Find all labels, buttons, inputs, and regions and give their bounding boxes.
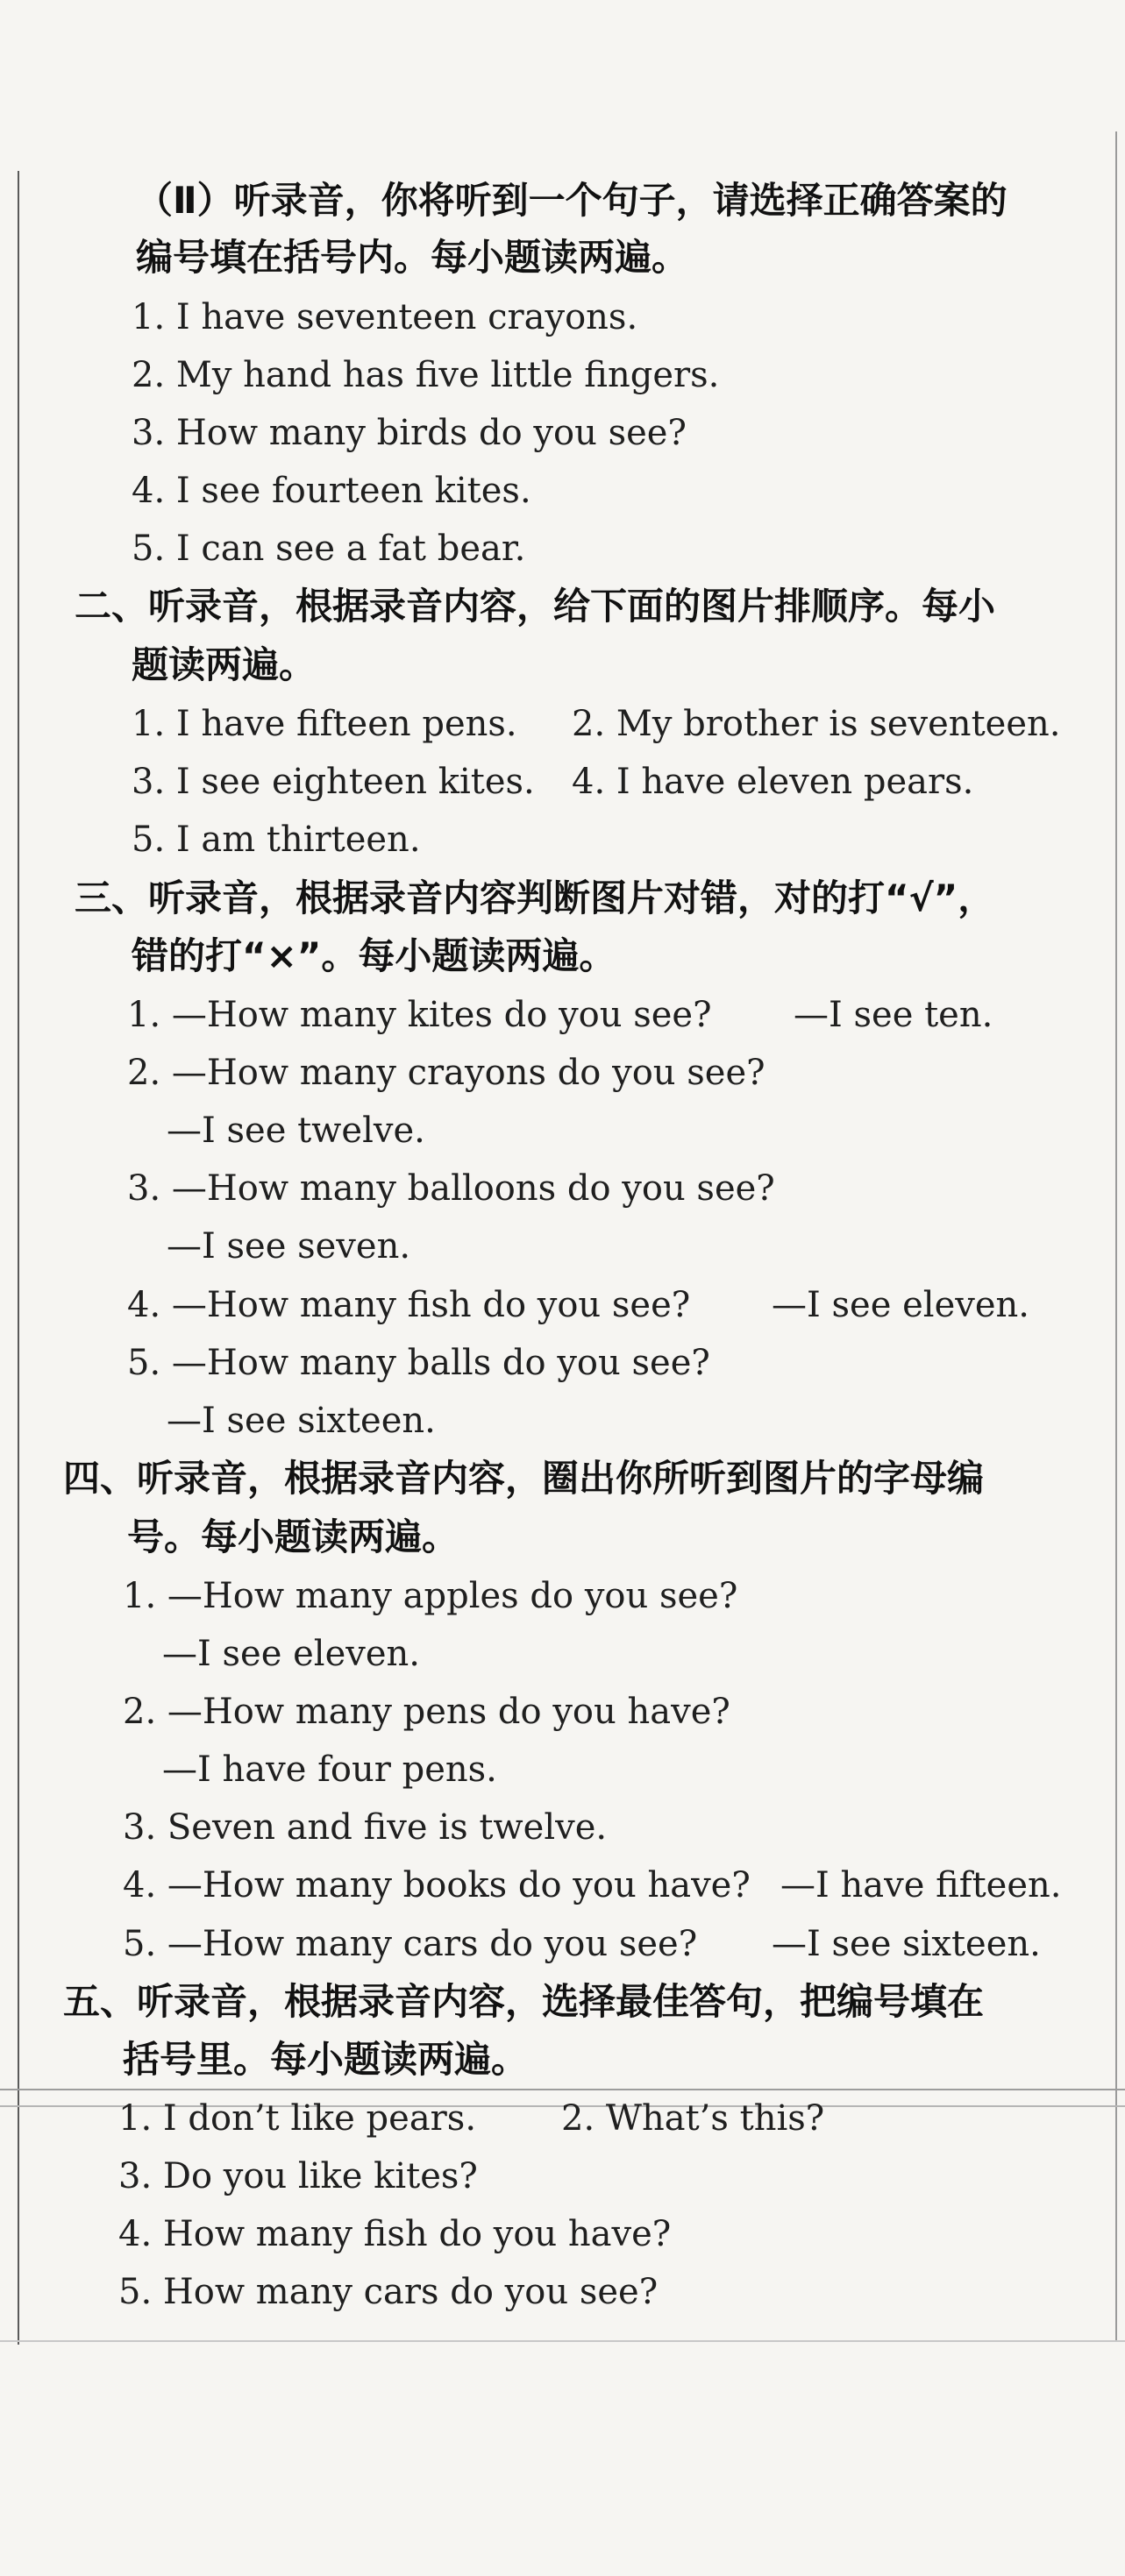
list-item: 4. I have eleven pears. [572, 762, 974, 802]
section-3-heading-line-1: 三、听录音，根据录音内容判断图片对错，对的打“√”， [75, 876, 995, 919]
list-item: 5. —How many balls do you see? [127, 1343, 710, 1383]
list-item: 4. —How many books do you have? [123, 1865, 751, 1905]
list-item: 1. I have seventeen crayons. [132, 297, 638, 337]
list-item: —I see eleven. [772, 1285, 1029, 1325]
list-item: —I see sixteen. [167, 1401, 436, 1441]
left-margin-rule [18, 171, 19, 2345]
section-2b-heading-line-1: （Ⅱ）听录音，你将听到一个句子，请选择正确答案的 [136, 179, 1008, 222]
list-item: 3. Do you like kites? [118, 2156, 478, 2196]
list-item: 5. How many cars do you see? [118, 2272, 659, 2312]
list-item: 1. —How many kites do you see? [127, 995, 712, 1035]
list-item: 4. How many fish do you have? [118, 2214, 672, 2254]
list-item: —I have fifteen. [780, 1865, 1062, 1905]
list-item: 3. —How many balloons do you see? [127, 1168, 775, 1209]
list-item: —I see seven. [167, 1226, 411, 1267]
list-item: 2. —How many crayons do you see? [127, 1053, 765, 1093]
list-item: 3. Seven and five is twelve. [123, 1807, 608, 1848]
list-item: —I see sixteen. [772, 1924, 1041, 1964]
list-item: 3. I see eighteen kites. [132, 762, 535, 802]
list-item: 4. —How many fish do you see? [127, 1285, 691, 1325]
section-4-heading-line-2: 号。每小题读两遍。 [127, 1515, 459, 1558]
list-item: 1. I don’t like pears. [118, 2098, 477, 2139]
bottom-edge-line [0, 2340, 1125, 2342]
list-item: —I see ten. [794, 995, 993, 1035]
list-item: 4. I see fourteen kites. [132, 471, 531, 511]
list-item: 2. What’s this? [561, 2098, 825, 2139]
section-3-heading-line-2: 错的打“×”。每小题读两遍。 [132, 934, 616, 977]
list-item: 1. —How many apples do you see? [123, 1576, 738, 1616]
list-item: 3. How many birds do you see? [132, 413, 687, 453]
list-item: 2. My brother is seventeen. [572, 704, 1061, 744]
section-2b-heading-line-2: 编号填在括号内。每小题读两遍。 [136, 236, 689, 279]
list-item: 2. —How many pens do you have? [123, 1692, 730, 1732]
list-item: —I have four pens. [162, 1749, 497, 1790]
list-item: 1. I have fifteen pens. [132, 704, 517, 744]
list-item: 5. I can see a fat bear. [132, 529, 526, 569]
section-4-heading-line-1: 四、听录音，根据录音内容，圈出你所听到图片的字母编 [63, 1457, 985, 1500]
list-item: —I see twelve. [167, 1111, 425, 1151]
section-2-heading-line-1: 二、听录音，根据录音内容，给下面的图片排顺序。每小 [75, 585, 996, 628]
section-5-heading-line-2: 括号里。每小题读两遍。 [123, 2038, 529, 2081]
list-item: —I see eleven. [162, 1634, 420, 1674]
fold-line-upper [0, 2089, 1125, 2090]
section-2-heading-line-2: 题读两遍。 [132, 643, 317, 686]
section-5-heading-line-1: 五、听录音，根据录音内容，选择最佳答句，把编号填在 [63, 1980, 985, 2023]
list-item: 2. My hand has five little fingers. [132, 355, 720, 395]
right-margin-rule [1115, 131, 1117, 2340]
list-item: 5. I am thirteen. [132, 820, 421, 860]
list-item: 5. —How many cars do you see? [123, 1924, 698, 1964]
